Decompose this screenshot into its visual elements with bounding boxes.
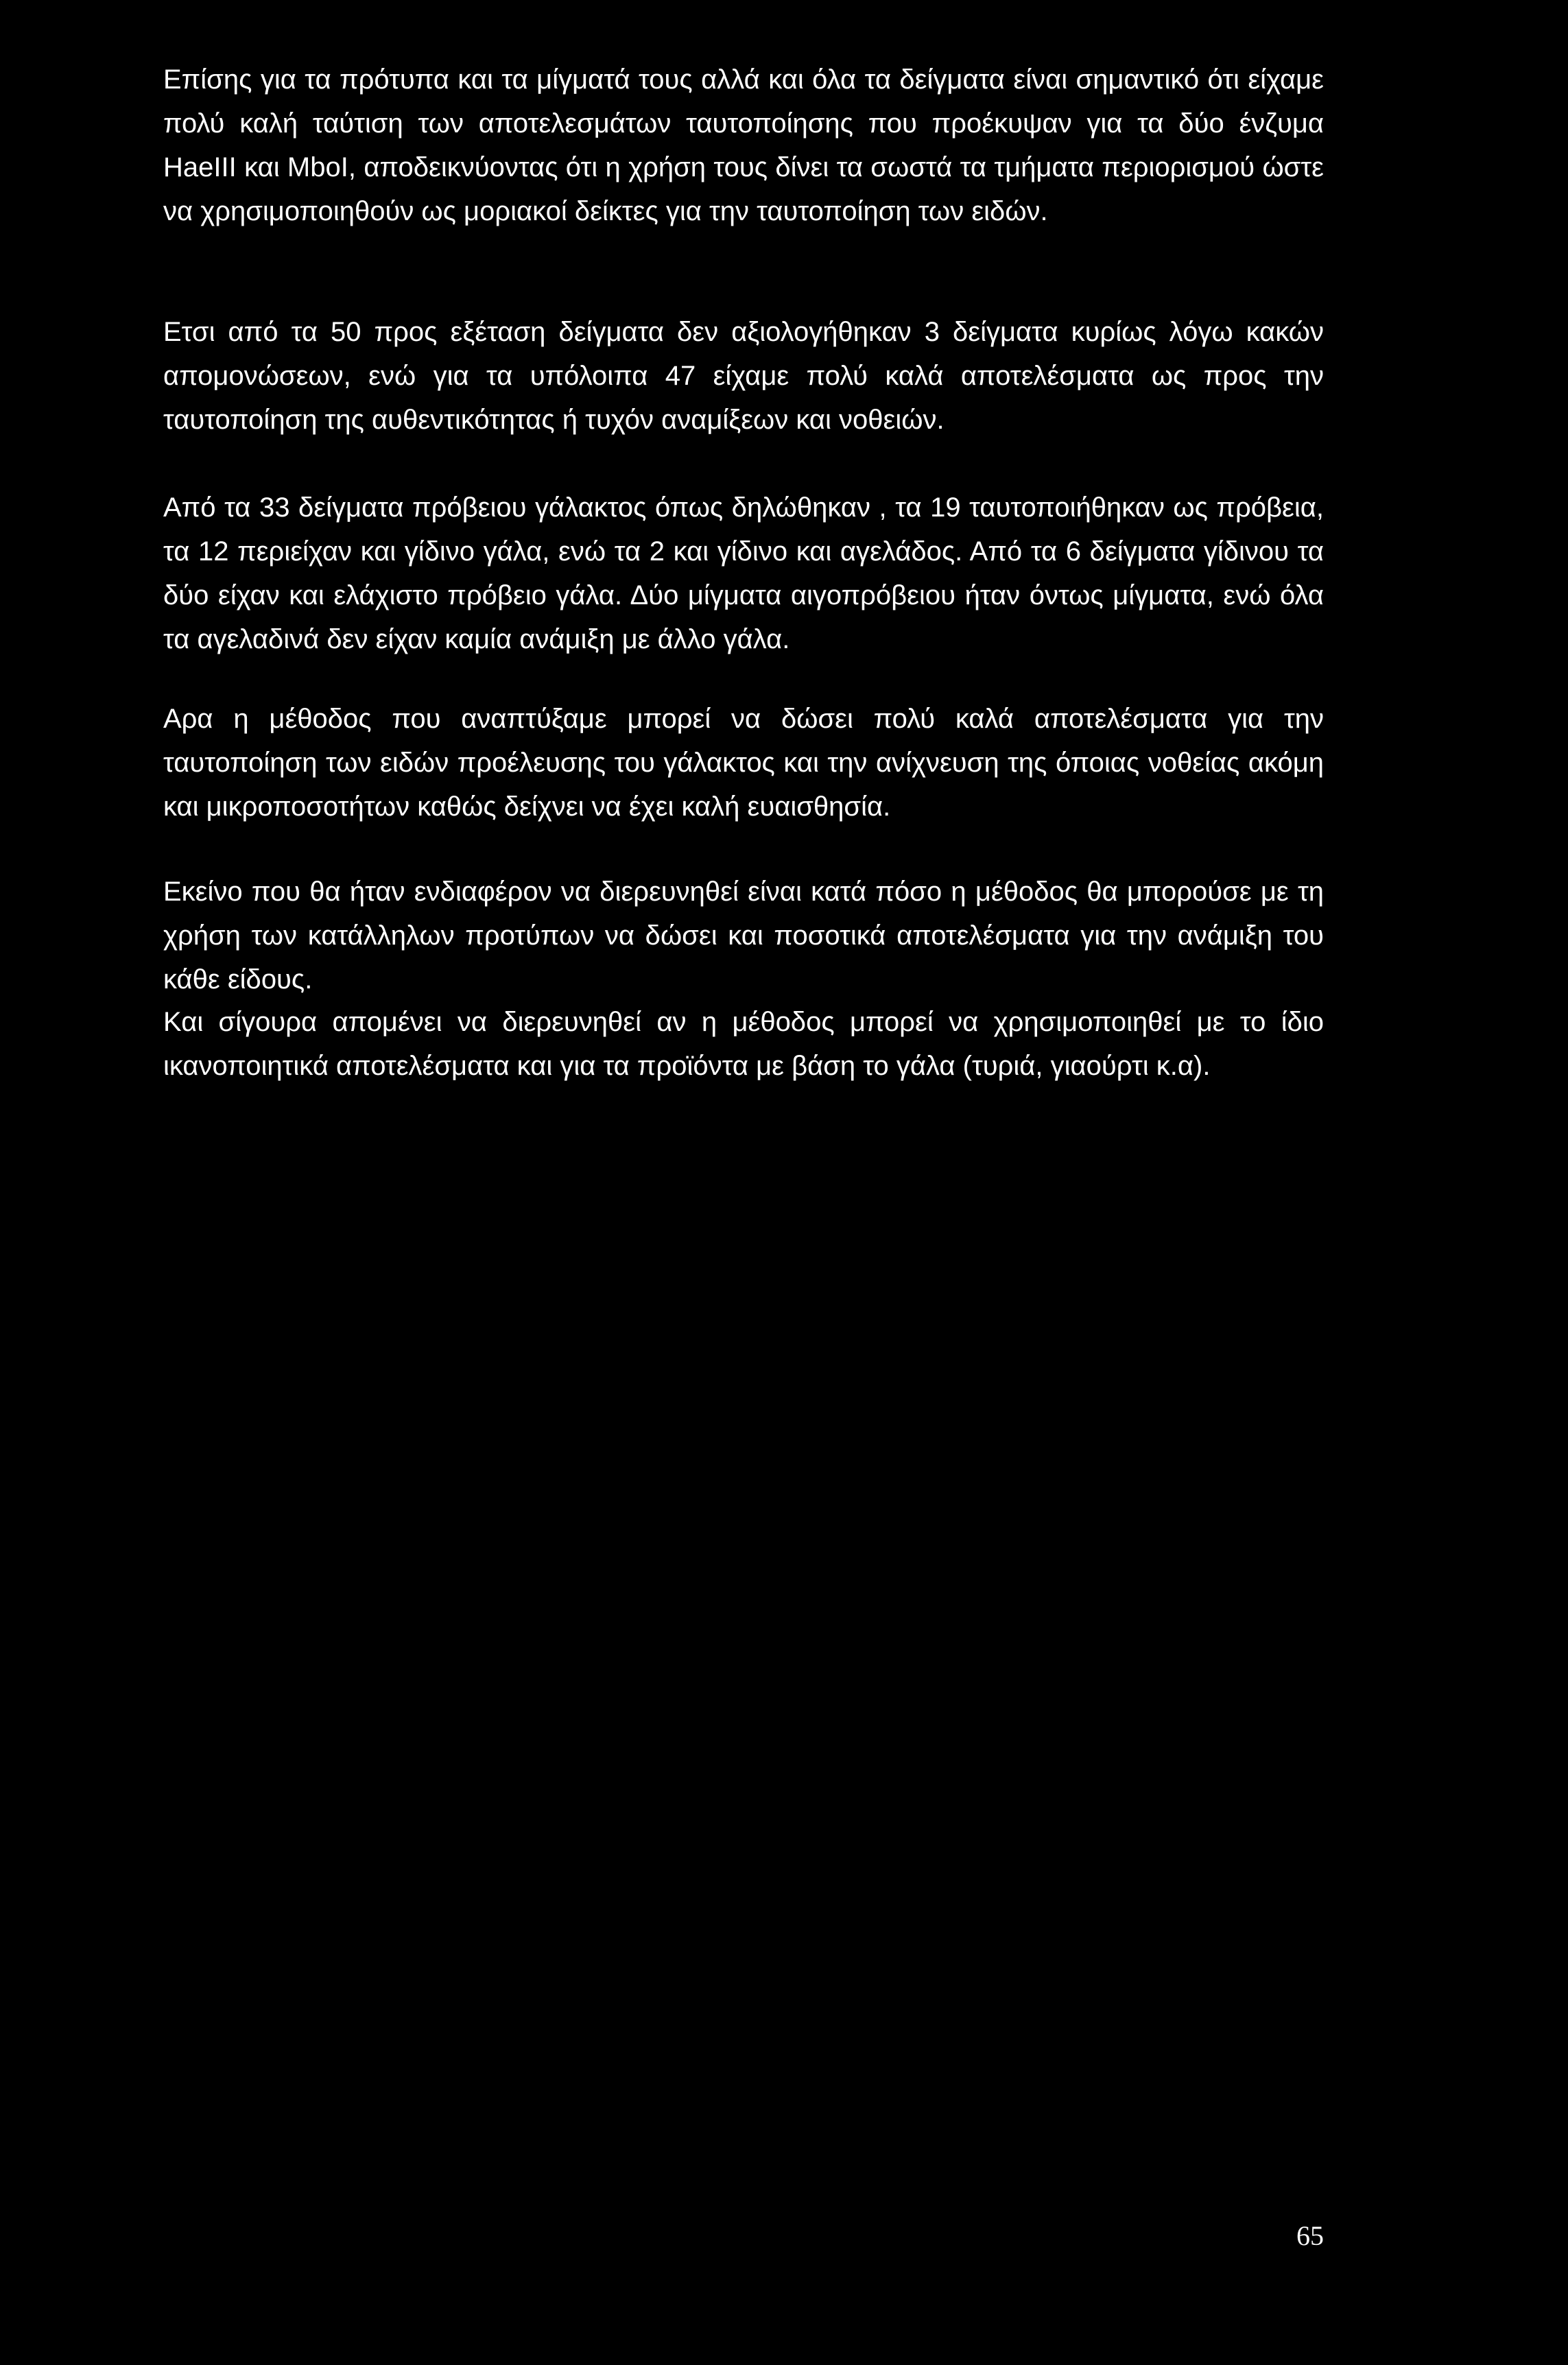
paragraph-enzyme-matching: Επίσης για τα πρότυπα και τα μίγματά τους αλλά και όλα τα δείγματα είναι σημαντικό ότι είχαμε πολύ καλή ταύτιση των αποτελεσμάτων ταυτοποίησης που προέκυψαν για τα δύο ένζυμα HaeIII και MboI, αποδεικνύοντας ότι η χρήση τους δίνει τα σωστά τα τμήματα περιορισμού ώστε να χρησιμοποιηθούν ως μοριακοί δείκτες για την ταυτοποίηση των ειδών. (163, 64, 1324, 226)
paragraph-method-conclusion: Αρα η μέθοδος που αναπτύξαμε μπορεί να δώσει πολύ καλά αποτελέσματα για την ταυτοποίηση των ειδών προέλευσης του γάλακτος και την ανίχνευση της όποιας νοθείας ακόμη και μικροποσοτήτων καθώς δείχνει να έχει καλή ευαισθησία. (163, 704, 1324, 822)
paragraph-sheep-milk-results: Από τα 33 δείγματα πρόβειου γάλακτος όπως δηλώθηκαν , τα 19 ταυτοποιήθηκαν ως πρόβεια, τα 12 περιείχαν και γίδινο γάλα, ενώ τα 2 και γίδινο και αγελάδος. Από τα 6 δείγματα γίδινου τα δύο είχαν και ελάχιστο πρόβειο γάλα. Δύο μίγματα αιγοπρόβειου ήταν όντως μίγματα, ενώ όλα τα αγελαδινά δεν είχαν καμία ανάμιξη με άλλο γάλα. (163, 492, 1324, 654)
page-number: 65 (1296, 2220, 1324, 2251)
paragraph-quantitative-outlook: Εκείνο που θα ήταν ενδιαφέρον να διερευνηθεί είναι κατά πόσο η μέθοδος θα μπορούσε με τη χρήση των κατάλληλων προτύπων να δώσει και ποσοτικά αποτελέσματα για την ανάμιξη του κάθε είδους. (163, 877, 1324, 995)
paragraph-samples-evaluated: Ετσι από τα 50 προς εξέταση δείγματα δεν αξιολογήθηκαν 3 δείγματα κυρίως λόγω κακών απομονώσεων, ενώ για τα υπόλοιπα 47 είχαμε πολύ καλά αποτελέσματα ως προς την ταυτοποίηση της αυθεντικότητας ή τυχόν αναμίξεων και νοθειών. (163, 317, 1324, 435)
paragraph-dairy-products-outlook: Και σίγουρα απομένει να διερευνηθεί αν η μέθοδος μπορεί να χρησιμοποιηθεί με το ίδιο ικανοποιητικά αποτελέσματα και για τα προϊόντα με βάση το γάλα (τυριά, γιαούρτι κ.α). (163, 1007, 1324, 1081)
